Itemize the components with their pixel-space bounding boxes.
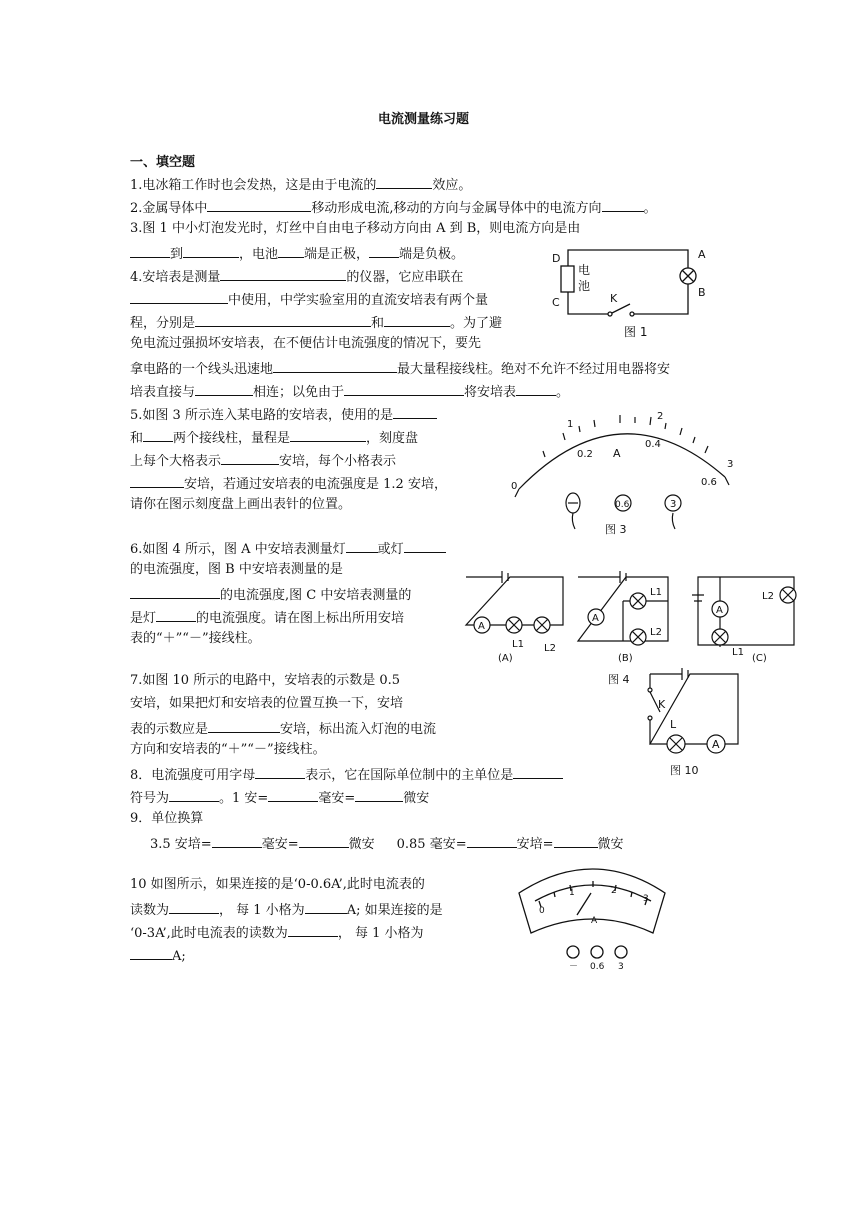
- figure-10-caption: 图 10: [670, 764, 699, 777]
- ammeter-b-label: A: [592, 613, 599, 624]
- question-2: 2.金属导体中 移动形成电流,移动的方向与金属导体中的电流方向 。: [130, 197, 657, 218]
- label-k: K: [610, 292, 618, 305]
- meter-terminal-06: 0.6: [590, 962, 605, 972]
- scale-zero: 0: [511, 481, 518, 492]
- blank[interactable]: [355, 787, 403, 802]
- lamp-l2-a: L2: [544, 643, 556, 654]
- question-3: 3.图 1 中小灯泡发光时，灯丝中自由电子移动方向由 A 到 B，则电流方向是由: [130, 221, 581, 236]
- blank[interactable]: [130, 473, 184, 488]
- blank[interactable]: [467, 833, 517, 848]
- blank[interactable]: [207, 197, 311, 212]
- blank[interactable]: [143, 427, 173, 442]
- ammeter-a-label: A: [478, 621, 485, 632]
- ammeter-c-label: A: [716, 605, 723, 616]
- label-c: C: [552, 296, 560, 309]
- switch-label: K: [658, 698, 666, 711]
- question-8: 8．电流强度可用字母 表示，它在国际单位制中的主单位是: [130, 764, 563, 785]
- figure-3-ammeter: [505, 405, 745, 540]
- battery-label-1: 电: [578, 263, 591, 277]
- question-10-cont: 读数为 ， 每 1 小格为 A; 如果连接的是: [130, 899, 443, 920]
- question-7-cont: 表的示数应是 安培，标出流入灯泡的电流: [130, 718, 436, 739]
- battery-label-2: 池: [578, 279, 591, 293]
- figure-10-circuit: [630, 660, 750, 780]
- blank[interactable]: [195, 312, 371, 327]
- page-title: 电流测量练习题: [378, 112, 470, 127]
- question-7: 7.如图 10 所示的电路中，安培表的示数是 0.5: [130, 673, 401, 688]
- lamp-l2-c: L2: [762, 591, 774, 602]
- blank[interactable]: [369, 243, 399, 258]
- question-1: 1.电冰箱工作时也会发热，这是由于电流的 效应。: [130, 174, 471, 195]
- figure-3-caption: 图 3: [605, 523, 627, 536]
- scale-small-2: 0.4: [645, 439, 661, 450]
- question-10-meter: [515, 857, 670, 972]
- scale-label-1: 1: [567, 419, 574, 430]
- question-6-cont: 表的“＋”“－”接线柱。: [130, 631, 261, 646]
- question-7-cont: 安培，如果把灯和安培表的位置互换一下，安培: [130, 696, 404, 711]
- blank[interactable]: [212, 833, 262, 848]
- question-6-cont: 的电流强度，图 B 中安培表测量的是: [130, 562, 343, 577]
- scale-small-1: 0.2: [577, 449, 593, 460]
- meter-scale-1: 1: [569, 888, 575, 898]
- blank[interactable]: [513, 764, 563, 779]
- blank[interactable]: [220, 266, 346, 281]
- label-a: A: [698, 248, 706, 261]
- question-4-cont: 程，分别是 和 。为了避: [130, 312, 502, 333]
- figure-1-circuit: [548, 242, 718, 342]
- terminal-06: 0.6: [615, 500, 630, 510]
- terminal-neg: －: [568, 499, 578, 510]
- meter-scale-2: 2: [611, 886, 617, 896]
- blank[interactable]: [273, 358, 397, 373]
- blank[interactable]: [208, 718, 280, 733]
- lamp-l2-b: L2: [650, 627, 662, 638]
- meter-terminal-3: 3: [618, 962, 624, 972]
- question-10-cont: A;: [130, 945, 186, 966]
- scale-end-06: 0.6: [701, 477, 717, 488]
- blank[interactable]: [130, 584, 220, 599]
- lamp-l1-a: L1: [512, 639, 524, 650]
- question-5: 5.如图 3 所示连入某电路的安培表，使用的是: [130, 404, 437, 425]
- lamp-l1-c: L1: [732, 647, 744, 658]
- blank[interactable]: [169, 787, 219, 802]
- meter-terminal-neg: －: [569, 962, 579, 972]
- question-10: 10 如图所示，如果连接的是‘0-0.6A’,此时电流表的: [130, 877, 425, 892]
- blank[interactable]: [221, 450, 279, 465]
- question-5-cont: 上每个大格表示 安培，每个小格表示: [130, 450, 396, 471]
- blank[interactable]: [376, 174, 432, 189]
- blank[interactable]: [384, 312, 450, 327]
- blank[interactable]: [346, 538, 378, 553]
- blank[interactable]: [255, 764, 305, 779]
- blank[interactable]: [288, 922, 338, 937]
- question-4: 4.安培表是测量 的仪器，它应串联在: [130, 266, 463, 287]
- question-6: 6.如图 4 所示，图 A 中安培表测量灯 或灯: [130, 538, 446, 559]
- question-6-cont: 的电流强度,图 C 中安培表测量的: [130, 584, 411, 605]
- question-4-cont: 免电流过强损坏安培表，在不便估计电流强度的情况下，要先: [130, 336, 482, 351]
- terminal-3: 3: [670, 499, 677, 510]
- meter-unit: A: [591, 916, 598, 926]
- blank[interactable]: [169, 899, 219, 914]
- scale-end-3: 3: [727, 459, 734, 470]
- blank[interactable]: [195, 381, 253, 396]
- blank[interactable]: [554, 833, 598, 848]
- blank[interactable]: [602, 197, 644, 212]
- scale-label-2: 2: [657, 411, 664, 422]
- circuit-c-label: (C): [752, 653, 767, 664]
- blank[interactable]: [130, 289, 228, 304]
- question-5-cont: 请你在图示刻度盘上画出表针的位置。: [130, 497, 352, 512]
- question-4-cont: 拿电路的一个线头迅速地 最大量程接线柱。绝对不允许不经过用电器将安: [130, 358, 670, 379]
- blank[interactable]: [305, 899, 347, 914]
- question-9-cont: 3.5 安培= 毫安= 微安 0.85 毫安= 安培= 微安: [150, 833, 624, 854]
- circuit-b-label: (B): [618, 653, 633, 664]
- blank[interactable]: [404, 538, 446, 553]
- question-8-cont: 符号为 。1 安= 毫安= 微安: [130, 787, 429, 808]
- blank[interactable]: [299, 833, 349, 848]
- blank[interactable]: [268, 787, 318, 802]
- meter-scale-0: 0: [539, 906, 545, 916]
- question-7-cont: 方向和安培表的“＋”“－”接线柱。: [130, 742, 326, 757]
- section-heading: 一、填空题: [130, 155, 196, 170]
- figure-1-caption: 图 1: [624, 325, 648, 339]
- meter-scale-3: 3: [643, 894, 649, 904]
- question-5-cont: 和 两个接线柱，量程是 ，刻度盘: [130, 427, 418, 448]
- blank[interactable]: [290, 427, 366, 442]
- question-9: 9．单位换算: [130, 811, 204, 826]
- blank[interactable]: [156, 607, 196, 622]
- question-5-cont: 安培，若通过安培表的电流强度是 1.2 安培，: [130, 473, 447, 494]
- question-6-cont: 是灯 的电流强度。请在图上标出所用安培: [130, 607, 404, 628]
- blank[interactable]: [130, 945, 172, 960]
- unit-label: A: [613, 447, 621, 460]
- question-4-cont: 培表直接与 相连；以免由于 将安培表 。: [130, 381, 569, 402]
- label-b: B: [698, 286, 706, 299]
- question-10-cont: ‘0-3A’,此时电流表的读数为 ， 每 1 小格为: [130, 922, 423, 943]
- blank[interactable]: [516, 381, 556, 396]
- circuit-a-label: (A): [498, 653, 513, 664]
- question-4-cont: 中使用，中学实验室用的直流安培表有两个量: [130, 289, 488, 310]
- question-3-cont: 到 ，电池 端是正极， 端是负极。: [130, 243, 464, 264]
- ammeter-label: A: [712, 738, 720, 751]
- lamp-label: L: [670, 718, 677, 731]
- figure-4-caption: 图 4: [608, 673, 630, 686]
- lamp-l1-b: L1: [650, 587, 662, 598]
- blank[interactable]: [344, 381, 464, 396]
- blank[interactable]: [393, 404, 437, 419]
- blank[interactable]: [278, 243, 304, 258]
- blank[interactable]: [183, 243, 239, 258]
- blank[interactable]: [130, 243, 170, 258]
- label-d: D: [552, 252, 561, 265]
